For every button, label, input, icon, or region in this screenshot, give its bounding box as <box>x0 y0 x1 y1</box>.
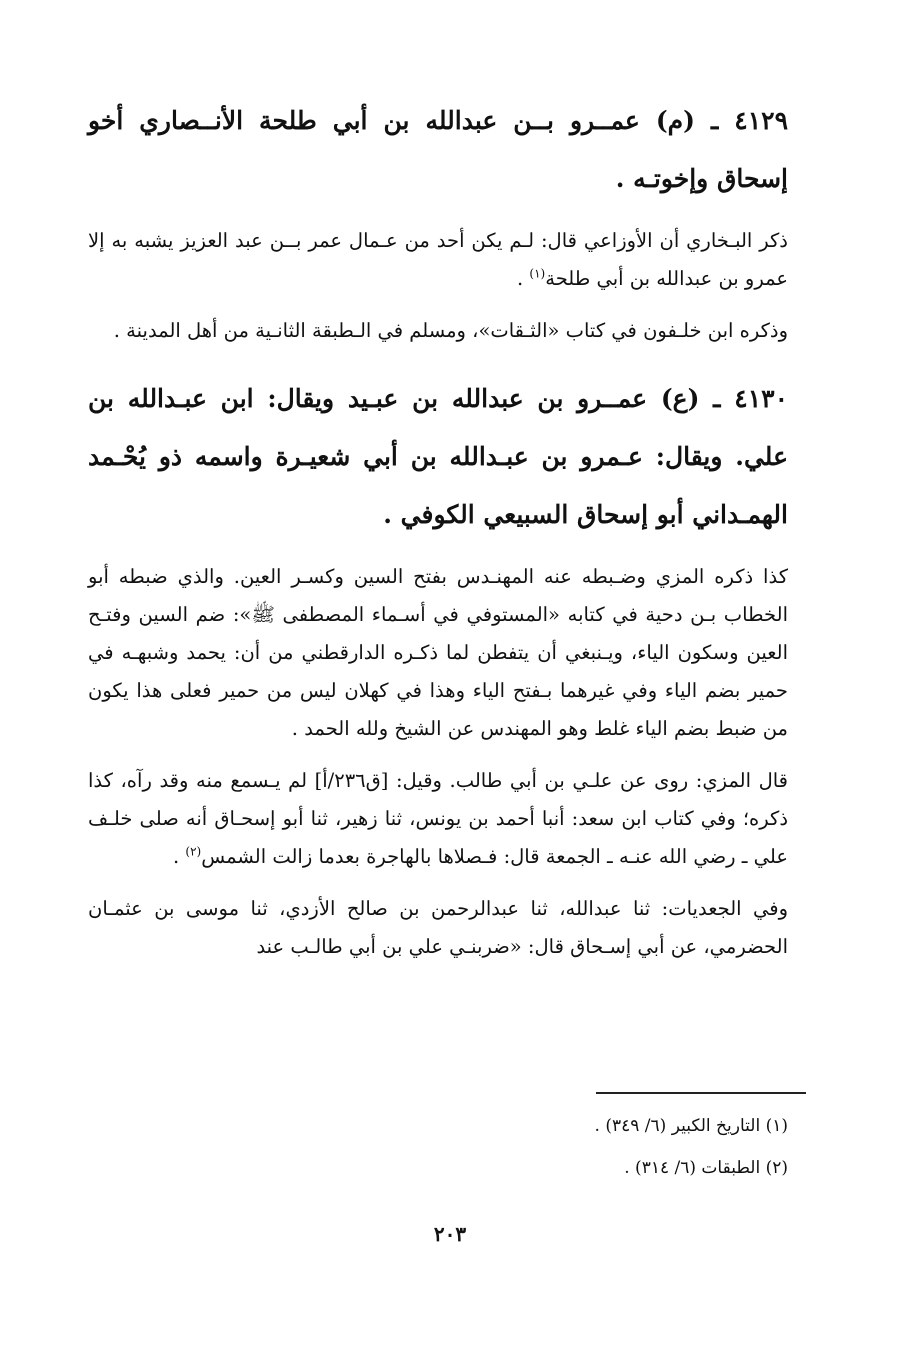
footnote-divider <box>596 1092 806 1094</box>
entry-heading: ٤١٢٩ ـ (م) عمــرو بــن عبدالله بن أبي طلحة الأنــصاري أخو إسحاق وإخوتـه . <box>88 106 788 193</box>
paragraph: كذا ذكره المزي وضـبطه عنه المهنـدس بفتح السين وكسـر العين. والذي ضبطه أبو الخطاب بـن دحية في كتابه «المستوفي في أسـماء المصطفى ﷺ»: ضم السين وفتـح العين وسكون الياء، ويـنبغي أن يتفطن لما ذكـره الدارقطني من أن: يحمد وشبهـه في حمير بضم الياء وفي غيرهما بـفتح الياء وهذا في كهلان ليس من حمير فعلى هذا يكون من ضبط بضم الياء غلط وهو المهندس عن الشيخ ولله الحمد . <box>88 565 788 740</box>
paragraph-tail: . <box>173 845 186 868</box>
paragraph-tail: . <box>517 267 530 290</box>
page-body <box>88 92 788 966</box>
footnote: (٢) الطبقات (٦/ ٣١٤) . <box>624 1158 788 1178</box>
paragraph <box>88 762 788 876</box>
paragraph-text: ذكر البـخاري أن الأوزاعي قال: لـم يكن أحد من عـمال عمر بــن عبد العزيز يشبه به إلا عمرو بن عبدالله بن أبي طلحة <box>88 229 788 290</box>
paragraph: وذكره ابن خلـفون في كتاب «الثـقات»، ومسلم في الـطبقة الثانـية من أهل المدينة . <box>113 319 788 342</box>
paragraph <box>88 222 788 298</box>
entry-heading: ٤١٣٠ ـ (ع) عمــرو بن عبدالله بن عبـيد ويقال: ابن عبـدالله بن علي. ويقال: عـمرو بن عبـدالله بن أبي شعيـرة واسمه ذو يُحْـمد الهمـداني أبو إسحاق السبيعي الكوفي . <box>88 384 788 529</box>
footnotes <box>88 1105 788 1189</box>
footnote-ref[interactable]: (٢) <box>185 844 202 859</box>
page-number: ٢٠٣ <box>433 1222 467 1246</box>
footnote: (١) التاريخ الكبير (٦/ ٣٤٩) . <box>594 1116 788 1136</box>
footnote-ref[interactable]: (١) <box>529 266 546 281</box>
paragraph: وفي الجعديات: ثنا عبدالله، ثنا عبدالرحمن بن صالح الأزدي، ثنا موسى بن عثمـان الحضرمي، عن أبي إسـحاق قال: «ضربنـي علي بن أبي طالـب عند <box>88 897 788 958</box>
paragraph-text: قال المزي: روى عن علـي بن أبي طالب. وقيل: [ق٢٣٦/أ] لم يـسمع منه وقد رآه، كذا ذكره؛ وفي كتاب ابن سعد: أنبا أحمد بن يونس، ثنا زهير، ثنا أبو إسحـاق أنه صلى خلـف علي ـ رضي الله عنـه ـ الجمعة قال: فـصلاها بالهاجرة بعدما زالت الشمس <box>88 769 788 868</box>
